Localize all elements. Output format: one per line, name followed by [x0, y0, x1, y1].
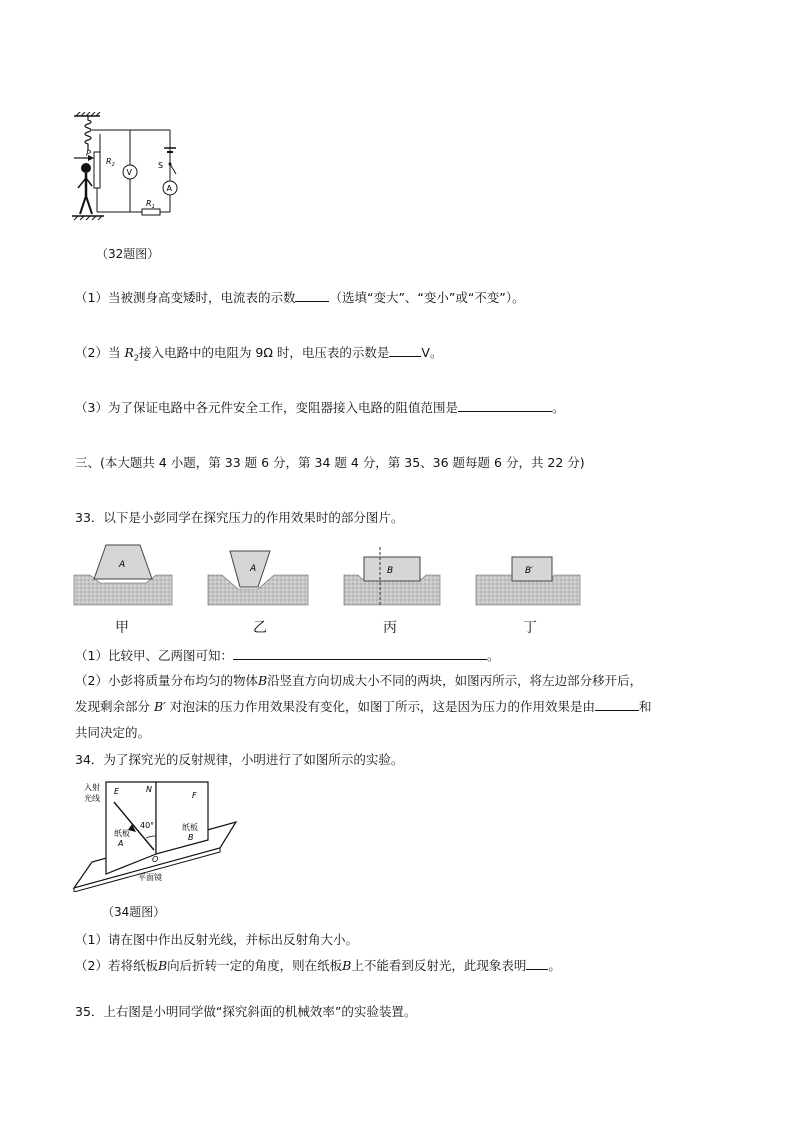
label-e: E [114, 787, 120, 796]
incident-label-1: 入射 [84, 783, 100, 792]
answer-blank[interactable] [458, 411, 552, 412]
q32-part3: （3）为了保证电路中各元件安全工作，变阻器接入电路的阻值范围是 。 [75, 400, 565, 415]
incident-label-2: 光线 [84, 794, 100, 803]
section3-heading: 三、(本大题共 4 小题，第 33 题 6 分，第 34 题 4 分，第 35、36 题每题 6 分，共 22 分) [75, 455, 585, 470]
fig32-caption: （32题图） [96, 247, 160, 261]
fig-label-jia: 甲 [115, 620, 129, 636]
label-f: F [192, 791, 197, 800]
q33-part2-line2: 发现剩余部分 B′ 对泡沫的压力作用效果没有变化，如图丁所示，这是因为压力的作用效果是由 和 [75, 699, 652, 714]
angle-label: 40° [140, 821, 155, 830]
q34-stem: 34．为了探究光的反射规律，小明进行了如图所示的实验。 [75, 752, 404, 767]
pressure-figures [72, 543, 592, 609]
q33-part2-line1: （2）小彭将质量分布均匀的物体B沿竖直方向切成大小不同的两块，如图丙所示，将左边部分移开后， [75, 673, 643, 688]
block-b-label: B [387, 566, 394, 576]
board-b-label-1: 纸板 [182, 823, 198, 832]
label-r2: $R_2$ [106, 157, 115, 168]
answer-blank[interactable] [595, 710, 639, 711]
mirror-label: 平面镜 [138, 873, 162, 882]
label-n: N [146, 785, 152, 794]
block-a2-label: A [250, 564, 257, 574]
reflection-figure [70, 778, 240, 892]
board-a-label-2: A [118, 839, 124, 848]
block-a1-label: A [119, 560, 126, 570]
board-a-label-1: 纸板 [114, 829, 130, 838]
fig34-caption: （34题图） [102, 905, 166, 919]
label-p: P [86, 149, 91, 158]
label-s: S [158, 161, 164, 170]
q32-part1: （1）当被测身高变矮时，电流表的示数 （选填“变大”、“变小”或“不变”）。 [75, 290, 525, 305]
q33-stem: 33．以下是小彭同学在探究压力的作用效果时的部分图片。 [75, 510, 404, 525]
q34-part1: （1）请在图中作出反射光线，并标出反射角大小。 [75, 932, 358, 947]
q33-part1: （1）比较甲、乙两图可知： 。 [75, 648, 500, 663]
q35-stem: 35．上右图是小明同学做“探究斜面的机械效率”的实验装置。 [75, 1004, 417, 1019]
answer-blank[interactable] [233, 659, 487, 660]
q32-part2: （2）当 $R_2$接入电路中的电阻为 9Ω 时，电压表的示数是 V。 [75, 345, 443, 363]
fig-label-ding: 丁 [523, 620, 537, 636]
board-b-label-2: B [188, 833, 194, 842]
answer-blank[interactable] [389, 356, 421, 357]
circuit-figure [70, 112, 190, 224]
block-b2-label: B′ [525, 566, 534, 576]
label-v: V [126, 168, 132, 177]
answer-blank[interactable] [295, 301, 329, 302]
label-o: O [152, 855, 159, 864]
fig-label-yi: 乙 [253, 620, 267, 636]
label-a: A [166, 184, 172, 193]
q34-part2: （2）若将纸板B向后折转一定的角度，则在纸板B上不能看到反射光，此现象表明 。 [75, 958, 561, 973]
answer-blank[interactable] [526, 969, 548, 970]
label-r1: $R_1$ [146, 199, 155, 210]
fig-label-bing: 丙 [383, 620, 397, 636]
q33-part2-line3: 共同决定的。 [75, 725, 151, 740]
